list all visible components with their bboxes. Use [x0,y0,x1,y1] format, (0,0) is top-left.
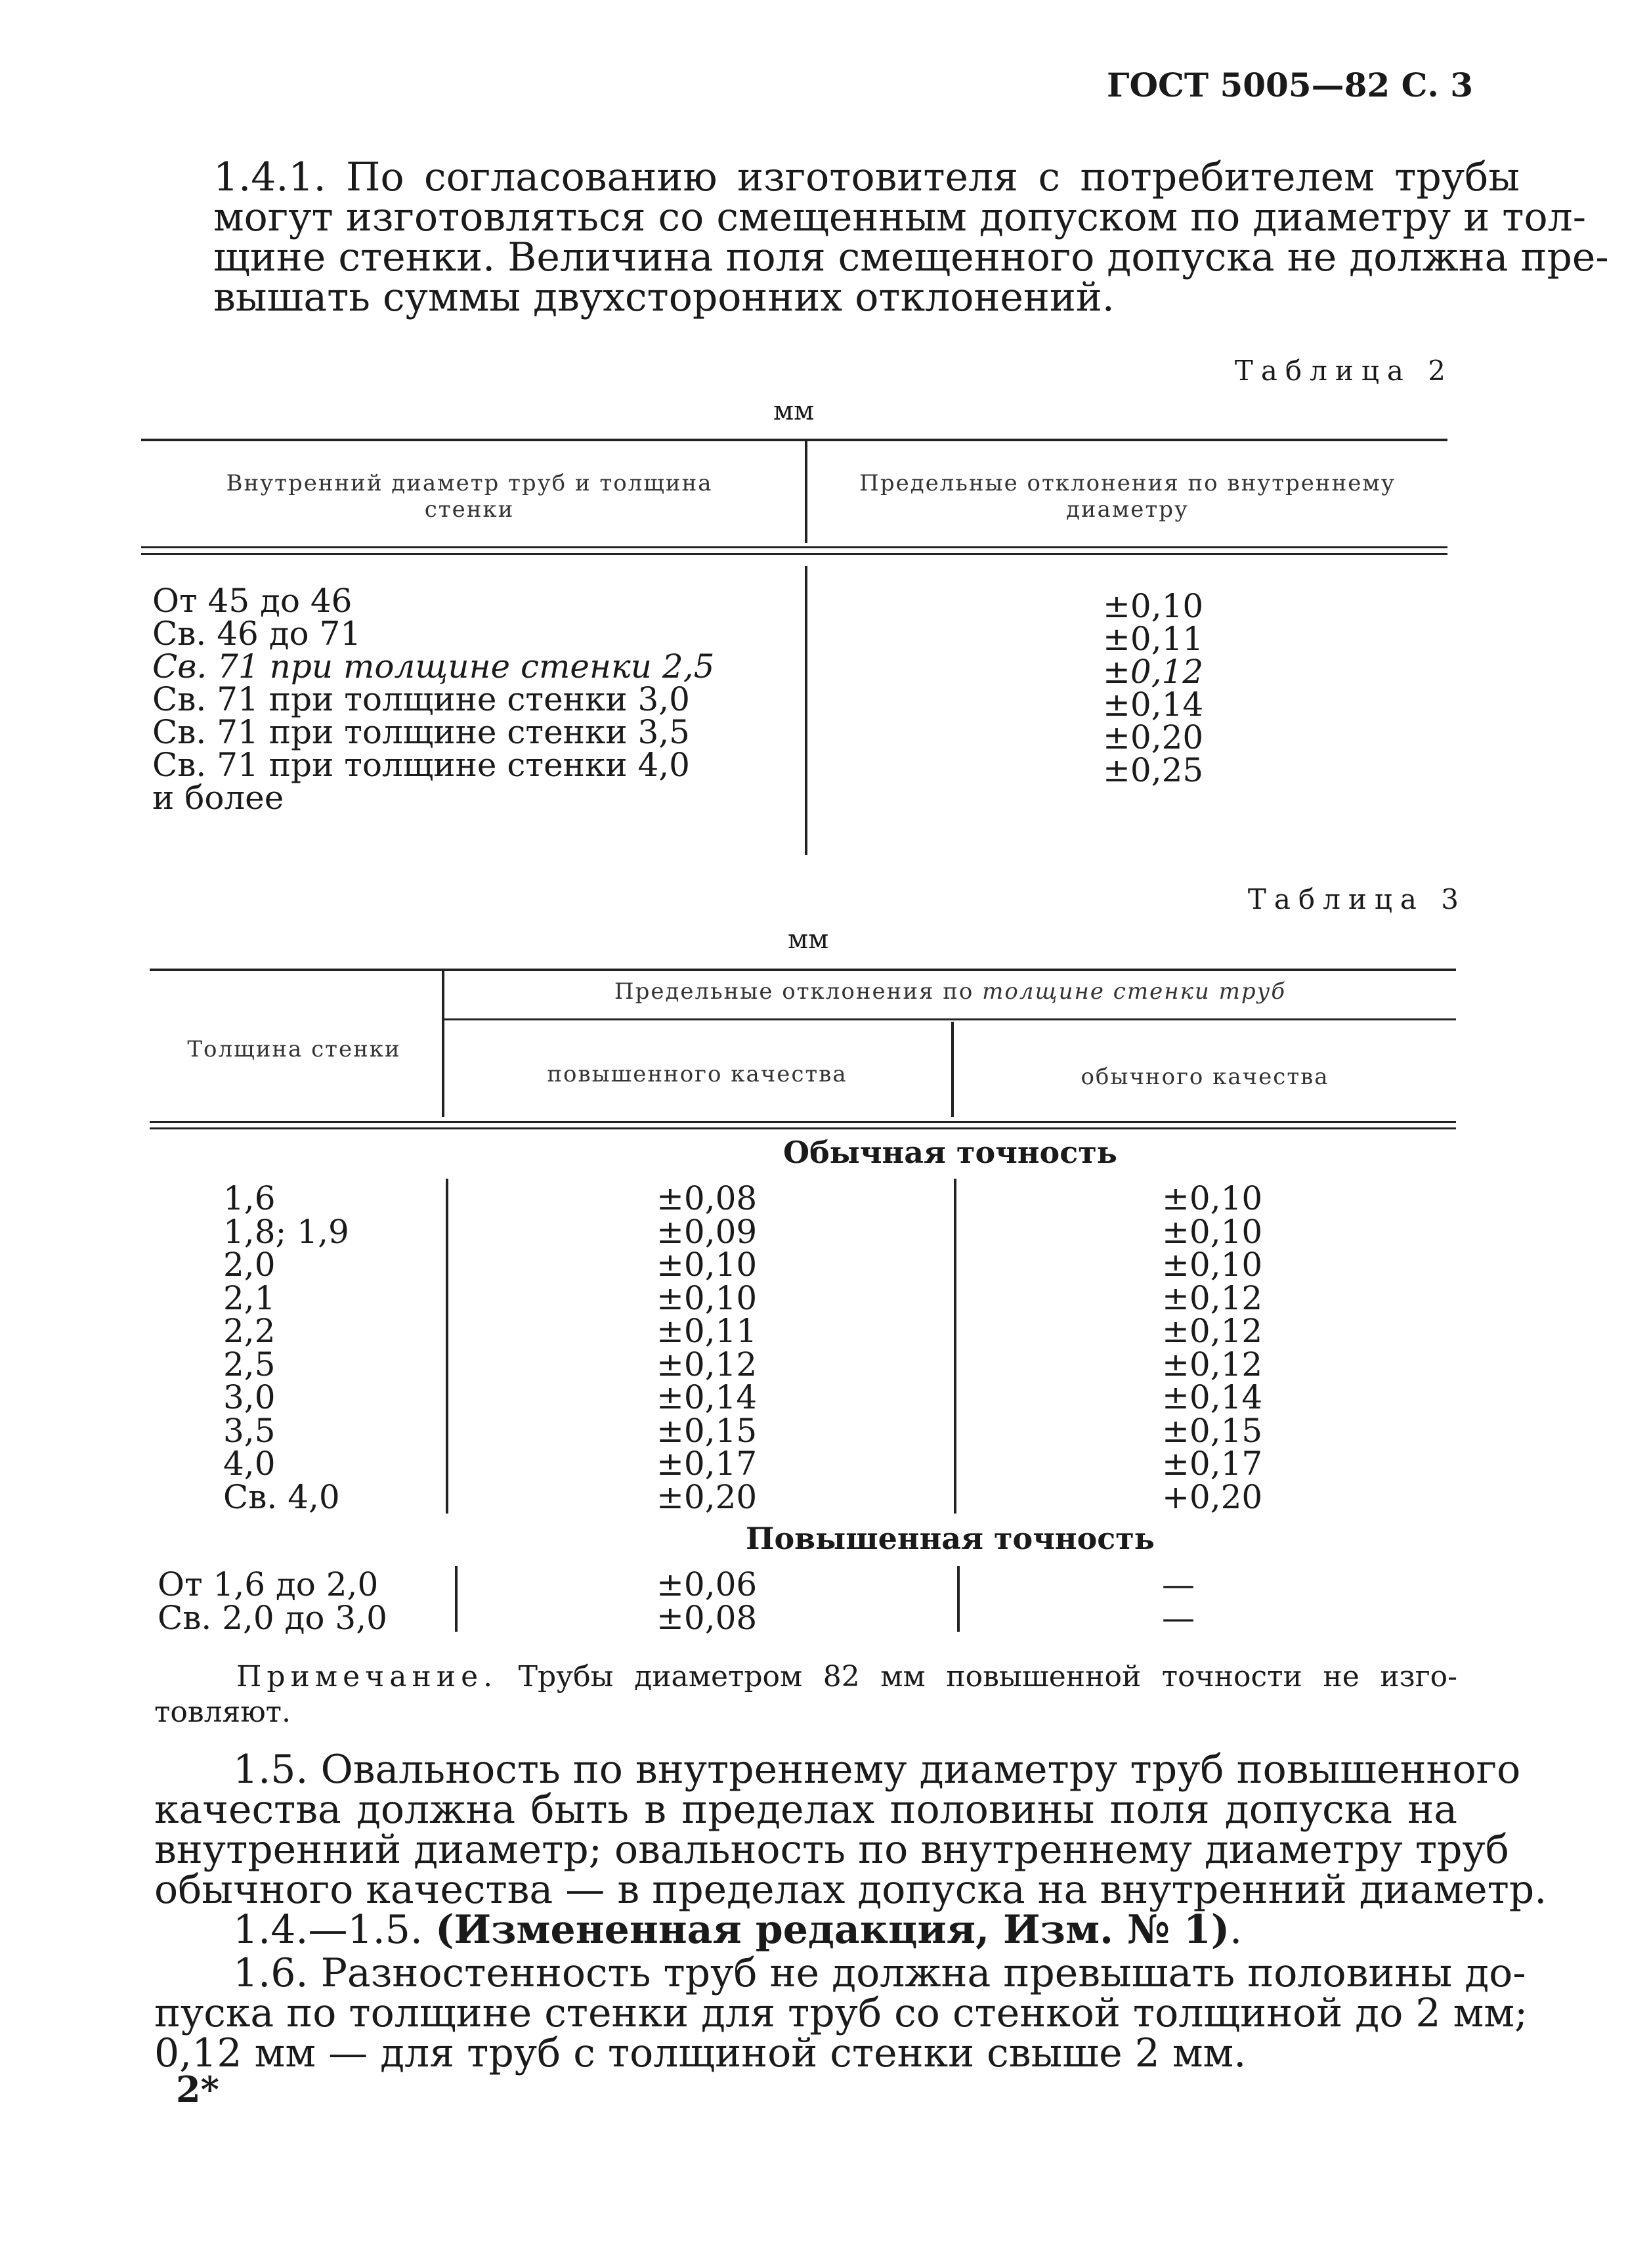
table2-header-divider [805,441,807,543]
table3-thickness: Св. 2,0 до 3,0 [158,1598,387,1637]
table2-top-rule [141,439,1447,441]
amend-suffix: . [1230,1907,1243,1953]
signature-mark: 2* [176,2068,219,2110]
table3-value-high-quality: ±0,11 [656,1312,758,1350]
table3-group-header [444,978,1456,1005]
table3-thickness: 2,2 [223,1312,276,1350]
table3-thickness: 2,1 [223,1278,276,1317]
note-text: Трубы диаметром 82 мм повышенной точности не изго- [498,1660,1457,1693]
table3-value-normal-quality: ±0,12 [1162,1345,1263,1384]
table3-value-high-quality: ±0,08 [656,1179,758,1217]
table3-section-normal: Обычная точность [783,1135,1117,1170]
table3-section-high: Повышенная точность [746,1521,1155,1556]
table2-row-value: ±0,20 [1103,718,1204,756]
table-note-cont: товляют. [154,1695,291,1729]
table3-value-high-quality: ±0,12 [656,1345,758,1384]
table2-col1-header [141,470,798,523]
group-header-a: Предельные отклонения по [614,978,983,1005]
table3-value-normal-quality: ±0,17 [1162,1445,1263,1483]
amend-prefix: 1.4.—1.5. [233,1907,436,1953]
table3-value-normal-quality: +0,20 [1162,1477,1263,1516]
text-line: могут изготовляться со смещенным допуском по диаметру и тол- [213,194,1587,240]
table2-body-divider [805,566,807,855]
table3-subheader-1: повышенного качества [547,1061,847,1087]
table3-value-high-quality: ±0,15 [656,1411,758,1450]
table2-caption: Таблица 2 [1234,355,1453,387]
table2-unit: мм [773,396,815,426]
table3-value-high-quality: ±0,08 [656,1598,758,1637]
table3-thickness: 1,8; 1,9 [223,1212,349,1251]
table2-row-label: Св. 71 при толщине стенки 2,5 [152,647,715,686]
table3-body-divider-2 [954,1179,956,1514]
table2-row-value: ±0,12 [1103,653,1204,691]
text-line: 1.5. Овальность по внутреннему диаметру труб повышенного [233,1747,1521,1793]
table3-value-high-quality: ±0,10 [656,1246,758,1284]
table3-body-divider-1 [446,1179,448,1514]
table3-value-high-quality: ±0,06 [656,1565,758,1603]
table3-value-normal-quality: ±0,14 [1162,1378,1263,1416]
table3-thickness: От 1,6 до 2,0 [158,1565,379,1603]
table3-header-rule [150,1127,1456,1129]
table3-value-normal-quality: ±0,10 [1162,1179,1263,1217]
text-line: внутренний диаметр; овальность по внутреннему диаметру труб [154,1827,1509,1873]
table2-row-label: Св. 71 при толщине стенки 4,0 [152,746,690,784]
table3-value-normal-quality: ±0,10 [1162,1212,1263,1251]
table3-top-rule [150,969,1456,971]
table2-value-column [1103,587,1204,789]
table2-row-value: ±0,10 [1103,587,1204,625]
table2-label-column [152,582,715,817]
table3-value-normal-quality: — [1162,1598,1195,1637]
text-line: 1.4.1. По согласованию изготовителя с потребителем трубы [213,154,1520,200]
table3-value-high-quality: ±0,10 [656,1278,758,1317]
text-line: качества должна быть в пределах половины поля допуска на [154,1787,1457,1833]
header-line: диаметру [1065,496,1189,523]
table2-row-value: ±0,14 [1103,686,1204,724]
table3-value-normal-quality: ±0,12 [1162,1312,1263,1350]
text-line: пуска по толщине стенки для труб со стенкой толщиной до 2 мм; [154,1990,1528,2036]
table2-row-label: От 45 до 46 [152,582,353,620]
table3-thickness: 2,5 [223,1345,276,1384]
table3-thickness: Св. 4,0 [223,1477,340,1516]
table3-unit: мм [788,925,829,955]
table3-value-normal-quality: — [1162,1565,1195,1603]
text-line: щине стенки. Величина поля смещенного допуска не должна пре- [213,234,1609,280]
table3-thickness: 2,0 [223,1246,276,1284]
amendment-line [233,1907,1243,1953]
text-line: обычного качества — в пределах допуска на внутренний диаметр. [154,1867,1547,1913]
table3-value-normal-quality: ±0,10 [1162,1246,1263,1284]
table3-value-high-quality: ±0,14 [656,1378,758,1416]
table3-caption: Таблица 3 [1247,883,1467,915]
table3-value-high-quality: ±0,17 [656,1445,758,1483]
table3-header-rule [150,1121,1456,1123]
table3-col1-header: Толщина стенки [187,1036,401,1062]
page-header: ГОСТ 5005—82 С. 3 [1106,66,1473,104]
table3-body-divider-4 [957,1566,960,1632]
table2-row-label: Св. 71 при толщине стенки 3,5 [152,713,690,751]
table3-thickness: 4,0 [223,1445,276,1483]
note-label: Примечание. [236,1660,498,1693]
paragraph-1-6 [154,1950,1528,2076]
table2-row-value: ±0,25 [1103,751,1204,789]
amend-bold: (Измененная редакция, Изм. № 1) [435,1907,1230,1953]
table3-group-rule [444,1018,1456,1020]
table3-value-high-quality: ±0,20 [656,1477,758,1516]
table2-header-rule [141,553,1447,555]
table3-subheader-2: обычного качества [1081,1064,1329,1090]
group-header-b: толщине стенки труб [982,978,1287,1005]
header-line: стенки [424,496,515,523]
header-line: Предельные отклонения по внутреннему [859,470,1396,496]
table3-thickness: 1,6 [223,1179,276,1217]
text-line: вышать суммы двухсторонних отклонений. [213,274,1115,320]
table3-value-normal-quality: ±0,15 [1162,1411,1263,1450]
text-line: 0,12 мм — для труб с толщиной стенки свыше 2 мм. [154,2030,1247,2076]
table2-header-rule [141,546,1447,548]
table3-value-high-quality: ±0,09 [656,1212,758,1251]
table2-label-tail: и более [152,779,284,817]
table-note [236,1659,1457,1695]
table2-col2-header [807,470,1447,523]
table3-thickness: 3,5 [223,1411,276,1450]
table3-value-normal-quality: ±0,12 [1162,1278,1263,1317]
paragraph-1-5 [154,1747,1547,1913]
header-line: Внутренний диаметр труб и толщина [226,470,713,496]
table3-thickness: 3,0 [223,1378,276,1416]
table2-row-label: Св. 71 при толщине стенки 3,0 [152,680,690,718]
text-line: 1.6. Разностенность труб не должна превышать половины до- [233,1950,1526,1996]
table2-row-label: Св. 46 до 71 [152,615,362,653]
paragraph-1-4-1 [213,154,1609,320]
table2-row-value: ±0,11 [1103,620,1204,658]
table3-body-divider-3 [455,1566,458,1632]
